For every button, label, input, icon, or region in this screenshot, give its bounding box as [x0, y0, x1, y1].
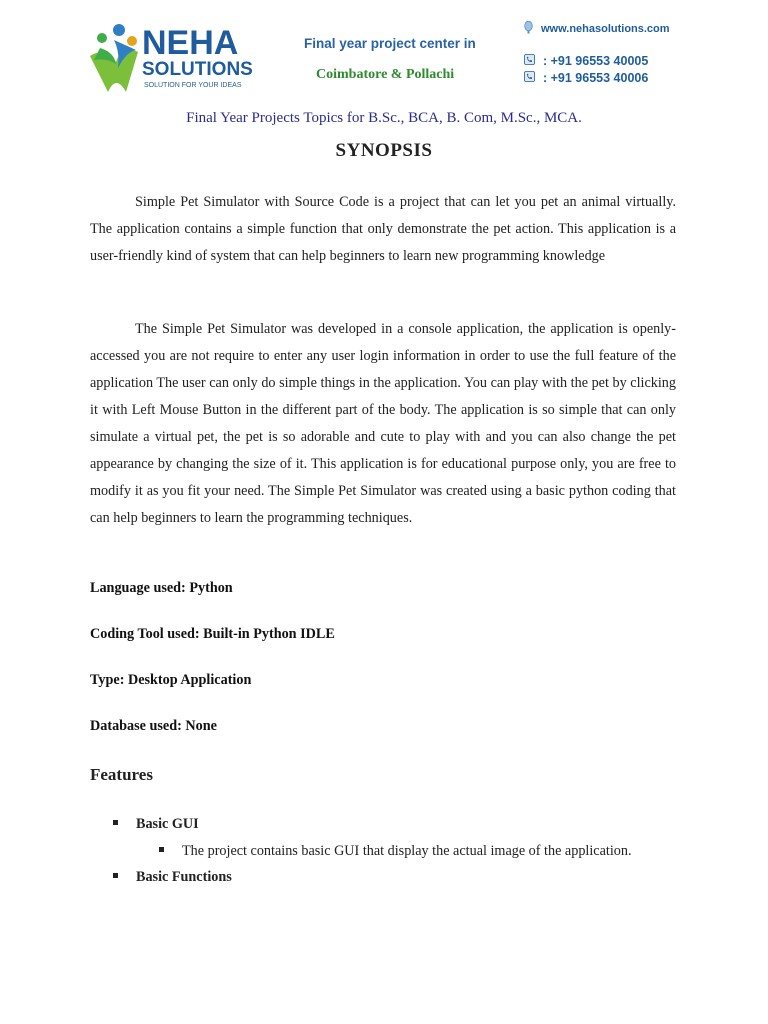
list-item [159, 843, 632, 860]
synopsis-paragraph-2: The Simple Pet Simulator was developed in a console application, the application is openly-accessed you are not require to enter any user login information in order to use the full feature of the application The user can only do simple things in the application. You can play with the pet by clicking it with Left Mouse Button in the different part of the body. The application is so simple that can only simulate a virtual pet, the pet is so adorable and cute to play with and you can also change the pet appearance by changing the size of it. This application is for educational purpose only, you are free to modify it as you fit your need. The Simple Pet Simulator was created using a basic python coding that can help beginners to learn the programming techniques. [90, 321, 676, 526]
coding-tool-used: Coding Tool used: Built-in Python IDLE [90, 626, 335, 642]
database-used: Database used: None [90, 718, 217, 734]
phone-icon [524, 54, 535, 68]
bullet-square-icon [113, 820, 118, 825]
topics-line: Final Year Projects Topics for B.Sc., BCA, B. Com, M.Sc., MCA. [186, 110, 582, 126]
list-item [113, 869, 232, 886]
logo-tagline: SOLUTION FOR YOUR IDEAS [144, 82, 242, 89]
features-heading: Features [90, 765, 153, 784]
logo-wordmark-solutions: SOLUTIONS [142, 59, 253, 80]
page-title: SYNOPSIS [335, 140, 433, 161]
phone-icon [524, 71, 535, 85]
bullet-square-icon [159, 847, 164, 852]
list-item [113, 816, 199, 833]
feature-label: Basic GUI [136, 816, 199, 832]
synopsis-paragraph-1: Simple Pet Simulator with Source Code is a project that can let you pet an animal virtually. The application contains a simple function that only demonstrate the pet action. This application is a user-friendly kind of system that can help beginners to learn new programming knowledge [90, 194, 676, 264]
people-logo-icon [86, 22, 146, 96]
feature-label: Basic Functions [136, 869, 232, 885]
website-link[interactable]: www.nehasolutions.com [541, 23, 670, 35]
phone-contact-1 [524, 54, 648, 68]
header-center-line1: Final year project center in [304, 36, 476, 51]
language-used: Language used: Python [90, 580, 233, 596]
application-type: Type: Desktop Application [90, 672, 252, 688]
phone-contact-2 [524, 71, 648, 85]
header-center-line2: Coimbatore & Pollachi [316, 67, 455, 82]
phone-number-2: : +91 96553 40006 [543, 71, 649, 85]
phone-number-1: : +91 96553 40005 [543, 54, 649, 68]
company-logo [86, 22, 253, 96]
website-contact[interactable] [524, 21, 670, 37]
feature-sub-item: The project contains basic GUI that display the actual image of the application. [182, 843, 632, 859]
bullet-square-icon [113, 873, 118, 878]
globe-icon [524, 21, 533, 37]
logo-wordmark-neha: NEHA [142, 24, 239, 62]
